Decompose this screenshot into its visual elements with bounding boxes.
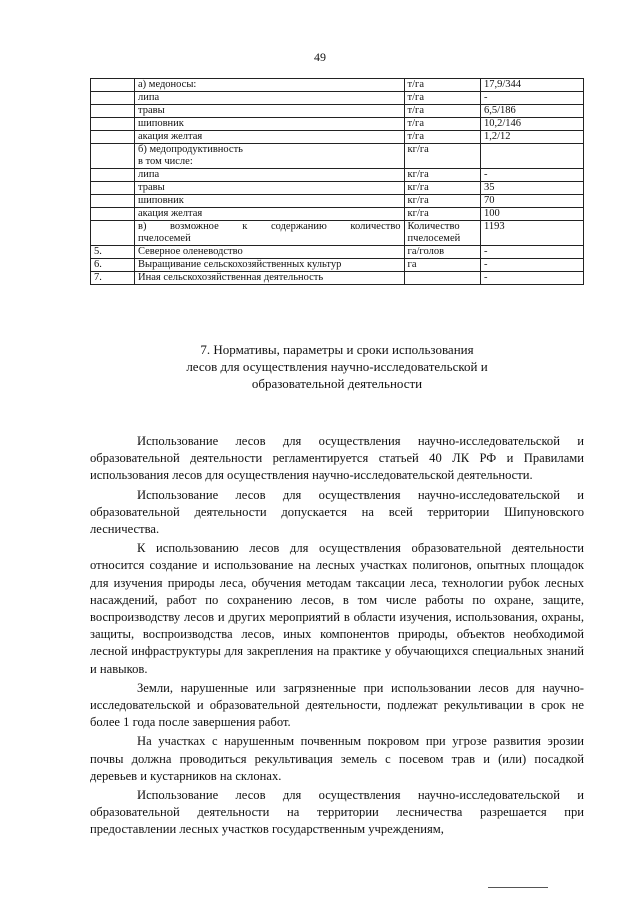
section-title-line: 7. Нормативы, параметры и сроки использования [200,342,474,357]
table-row [91,182,584,195]
row-value: 100 [480,208,583,221]
row-number [91,144,135,169]
row-name: акация желтая [135,131,405,144]
row-value: 35 [480,182,583,195]
row-unit: га/голов [404,246,480,259]
row-value: 10,2/146 [480,118,583,131]
row-value: - [480,92,583,105]
table-row [91,105,584,118]
row-name-line: в том числе: [138,156,193,167]
table-row [91,118,584,131]
table-row [91,169,584,182]
row-value [480,144,583,169]
row-name-line: в) возможное к содержанию количество [138,221,401,232]
paragraph: К использованию лесов для осуществления образовательной деятельности относится создание и использование на лесных участках полигонов, опытных площадок для изучения природы леса, обучения методам таксации леса, технологии рубок лесных насаждений, работ по сохранению лесов, в том числе работы по охране, защите, воспроизводству лесов и других мероприятий в области изучения, использования, охраны, защиты, воспроизводства лесов, иных компонентов природы, объектов необходимой лесной инфраструктуры для закрепления на практике у обучающихся специальных знаний и навыков. [90,541,584,676]
norms-table [90,78,584,285]
row-unit [404,221,480,246]
row-unit: т/га [404,79,480,92]
row-unit [404,272,480,285]
row-value: - [480,169,583,182]
row-value: 17,9/344 [480,79,583,92]
row-number [91,208,135,221]
row-unit: т/га [404,131,480,144]
row-name: Иная сельскохозяйственная деятельность [135,272,405,285]
row-name: а) медоносы: [135,79,405,92]
row-number [91,182,135,195]
row-unit: га [404,259,480,272]
table-row [91,259,584,272]
row-number [91,105,135,118]
body-text [90,433,584,841]
row-number [91,118,135,131]
row-name: Северное оленеводство [135,246,405,259]
paragraph: Использование лесов для осуществления научно-исследовательской и образовательной деятельности регламентируется статьей 40 ЛК РФ и Правилами использования лесов для осуществления научно-исследовательской деятельности. [90,434,584,483]
table-row [91,144,584,169]
row-unit: т/га [404,118,480,131]
row-value: 1193 [480,221,583,246]
row-unit: кг/га [404,144,480,169]
table-row [91,208,584,221]
row-name: липа [135,169,405,182]
table-row [91,221,584,246]
row-name [135,144,405,169]
row-number: 6. [91,259,135,272]
section-title-line: лесов для осуществления научно-исследовательской и [186,359,488,374]
scan-mark [488,887,548,888]
row-name-line: б) медопродуктивность [138,144,243,155]
row-unit: кг/га [404,169,480,182]
row-number [91,221,135,246]
table-row [91,195,584,208]
row-unit: кг/га [404,208,480,221]
row-number [91,79,135,92]
row-name: шиповник [135,195,405,208]
row-number [91,92,135,105]
row-value: - [480,272,583,285]
row-number [91,195,135,208]
row-name: травы [135,182,405,195]
row-unit: кг/га [404,195,480,208]
row-unit-line: Количество [407,221,460,232]
row-name: липа [135,92,405,105]
row-number: 7. [91,272,135,285]
paragraph: На участках с нарушенным почвенным покровом при угрозе развития эрозии почвы должна проводиться рекультивация земель с посевом трав и (или) посадкой деревьев и кустарников на склонах. [90,734,584,783]
table-row [91,246,584,259]
row-number: 5. [91,246,135,259]
row-unit: т/га [404,105,480,118]
row-name: Выращивание сельскохозяйственных культур [135,259,405,272]
row-value: 6,5/186 [480,105,583,118]
section-title [90,341,584,392]
row-number [91,169,135,182]
row-unit: кг/га [404,182,480,195]
row-value: 1,2/12 [480,131,583,144]
table-row [91,272,584,285]
row-number [91,131,135,144]
row-name-line: пчелосемей [138,233,191,244]
paragraph: Использование лесов для осуществления научно-исследовательской и образовательной деятельности на территории лесничества разрешается при предоставлении лесных участков государственным учреждениям, [90,788,584,837]
table-row [91,79,584,92]
section-title-line: образовательной деятельности [251,376,423,391]
row-value: - [480,246,583,259]
row-name: травы [135,105,405,118]
row-unit-line: пчелосемей [407,233,461,244]
row-value: 70 [480,195,583,208]
row-name: акация желтая [135,208,405,221]
paragraph: Использование лесов для осуществления научно-исследовательской и образовательной деятельности допускается на всей территории Шипуновского лесничества. [90,487,584,537]
table-row [91,131,584,144]
row-unit: т/га [404,92,480,105]
row-name: шиповник [135,118,405,131]
row-value: - [480,259,583,272]
page-number: 49 [314,50,326,64]
table-row [91,92,584,105]
paragraph: Земли, нарушенные или загрязненные при использовании лесов для научно-исследовательской и образовательной деятельности, подлежат рекультивации в срок не более 1 года после завершения работ. [90,680,584,730]
row-name [135,221,405,246]
